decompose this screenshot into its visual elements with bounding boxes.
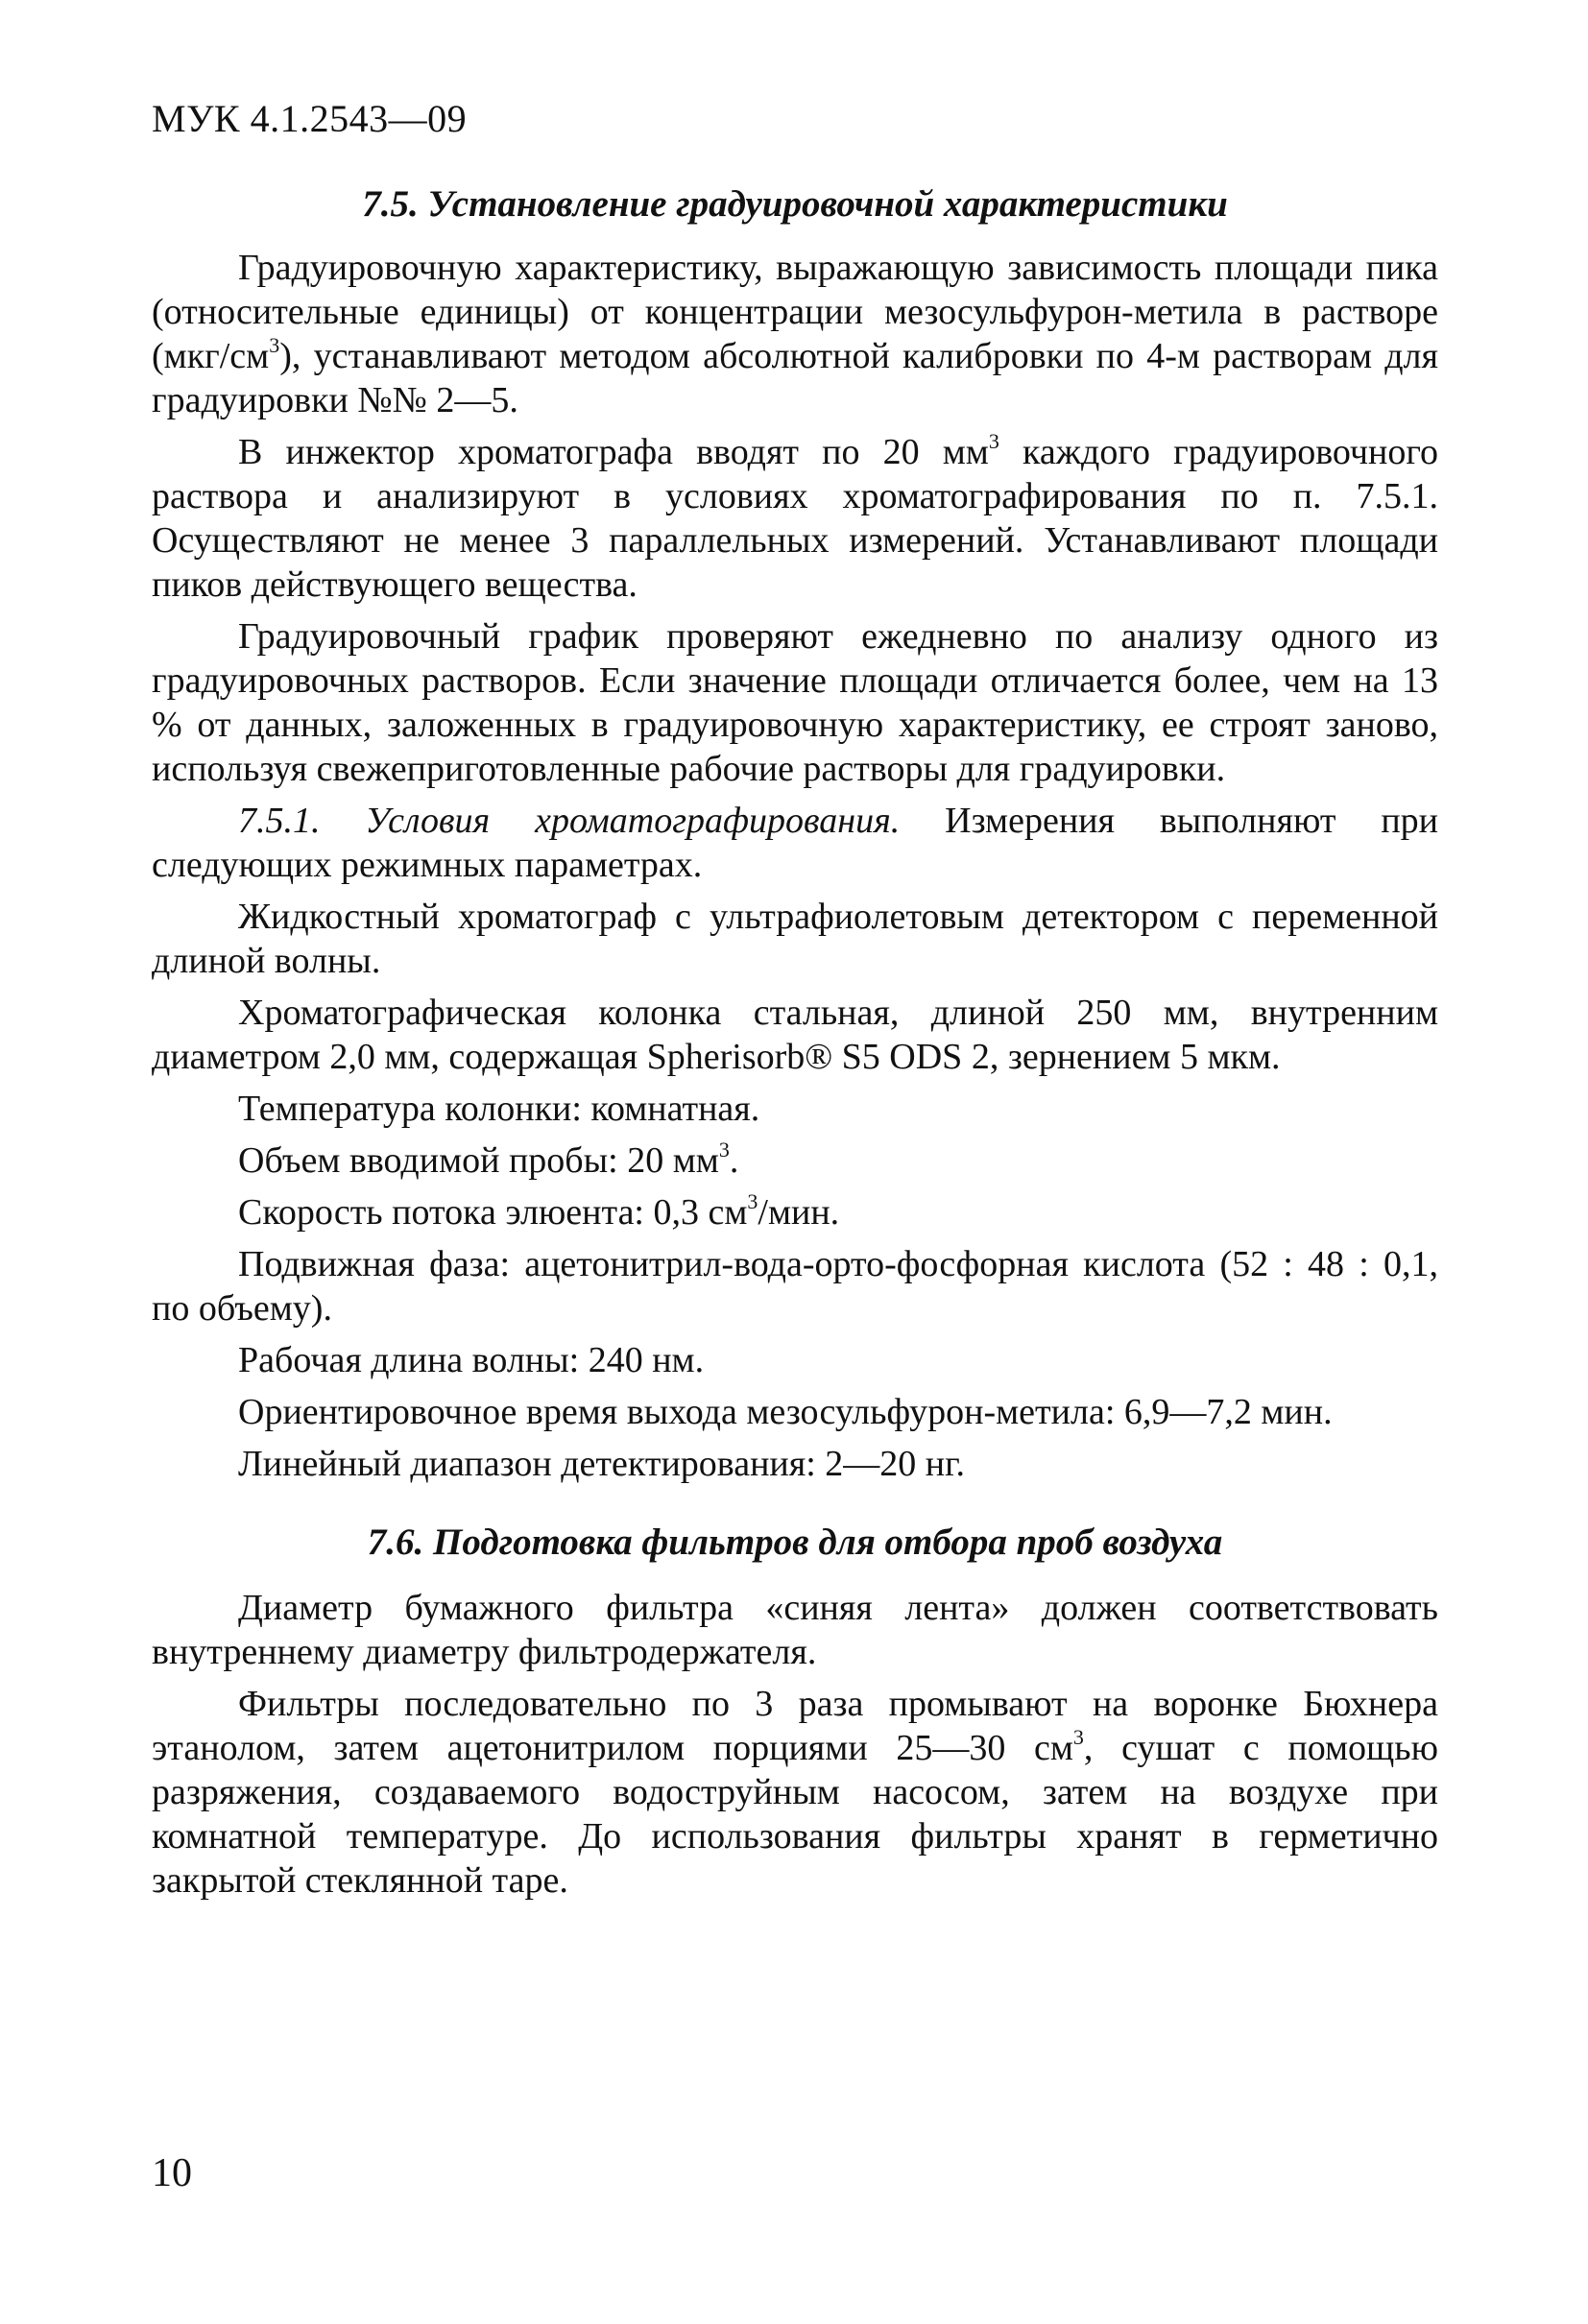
- param-flow-rate: Скорость потока элюента: 0,3 $см^3$/мин.: [238, 1189, 840, 1233]
- param-retention-time: Ориентировочное время выхода мезосульфурон-метила: 6,9—7,2 мин.: [238, 1392, 1333, 1432]
- subsection-7-5-1-title: 7.5.1. Условия хроматографирования.: [238, 801, 901, 841]
- paragraph-injection: В инжектор хроматографа вводят по 20 $мм^3$ каждого градуировочного раствора и анализируют в условиях хроматографирования по п. 7.5.1. Осуществляют не менее 3 параллельных измерений. Устанавливают площади пиков действующего вещества.: [152, 429, 1439, 605]
- paragraph-chromatography-conditions: 7.5.1. Условия хроматографирования. Измерения выполняют при следующих режимных параметрах.: [152, 801, 1438, 885]
- document-header: МУК 4.1.2543—09: [152, 97, 468, 140]
- param-sample-volume: Объем вводимой пробы: 20 $мм^3$.: [238, 1138, 739, 1181]
- paragraph-column: Хроматографическая колонка стальная, длиной 250 мм, внутренним диаметром 2,0 мм, содержащая Spherisorb® S5 ODS 2, зернением 5 мкм.: [152, 993, 1438, 1077]
- section-7-6-title: 7.6. Подготовка фильтров для отбора проб воздуха: [367, 1521, 1223, 1563]
- page-content: [152, 182, 1438, 1910]
- param-wavelength: Рабочая длина волны: 240 нм.: [238, 1340, 705, 1380]
- param-column-temperature: Температура колонки: комнатная.: [238, 1089, 760, 1129]
- paragraph-calibration: Градуировочную характеристику, выражающую зависимость площади пика (относительные единицы) от концентрации мезосульфурон-метила в растворе $(мкг/см^3)$, устанавливают методом абсолютной калибровки по 4-м растворам для градуировки №№ 2—5.: [152, 248, 1438, 420]
- paragraph-detector: Жидкостный хроматограф с ультрафиолетовым детектором с переменной длиной волны.: [152, 897, 1438, 981]
- param-mobile-phase: Подвижная фаза: ацетонитрил-вода-орто-фосфорная кислота (52 : 48 : 0,1, по объему).: [152, 1244, 1438, 1329]
- paragraph-filter-washing: Фильтры последовательно по 3 раза промывают на воронке Бюхнера этанолом, затем ацетонитрилом порциями 25—30 $см^3$, сушат с помощью разряжения, создаваемого водоструйным насосом, затем на воздухе при комнатной температуре. До использования фильтры хранят в герметично закрытой стеклянной таре.: [152, 1684, 1439, 1901]
- paragraph-filter-diameter: Диаметр бумажного фильтра «синяя лента» должен соответствовать внутреннему диаметру фильтродержателя.: [152, 1588, 1438, 1672]
- paragraph-daily-check: Градуировочный график проверяют ежедневно по анализу одного из градуировочных растворов. Если значение площади отличается более, чем на 13 % от данных, заложенных в градуировочную характеристику, ее строят заново, используя свежеприготовленные рабочие растворы для градуировки.: [152, 616, 1438, 789]
- page-number: 10: [152, 2151, 192, 2195]
- param-linear-range: Линейный диапазон детектирования: 2—20 нг.: [238, 1444, 965, 1484]
- section-7-5-title: 7.5. Установление градуировочной характеристики: [362, 183, 1228, 225]
